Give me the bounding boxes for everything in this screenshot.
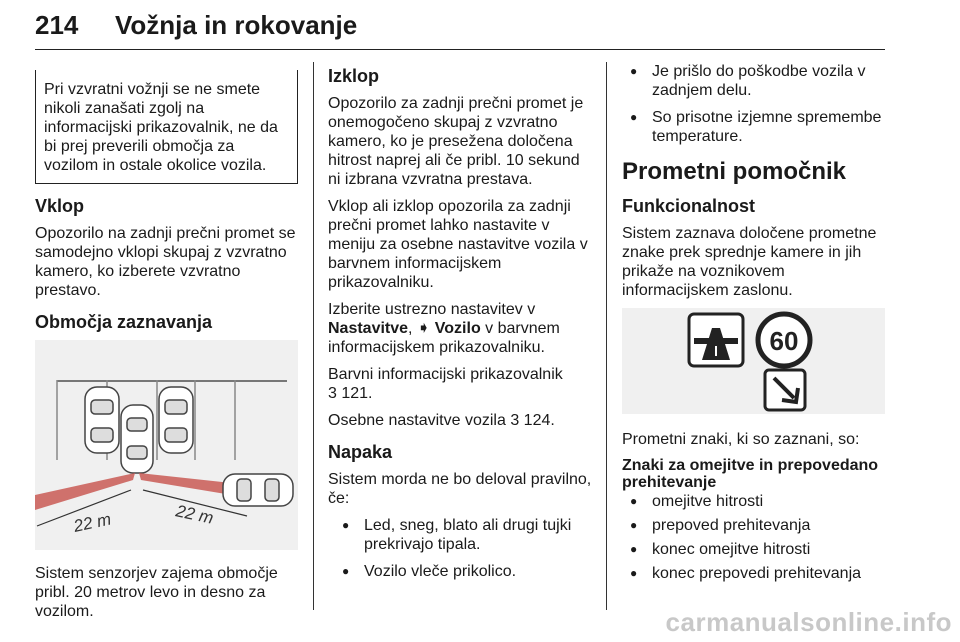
list-item: ● Led, sneg, blato ali drugi tujki prekrivajo tipala.: [328, 516, 593, 554]
watermark: carmanualsonline.info: [665, 607, 952, 637]
napaka-heading: Napaka: [328, 442, 393, 462]
izklop-heading: Izklop: [328, 66, 380, 86]
list-item: ● konec omejitve hitrosti: [622, 540, 885, 559]
izklop-paragraph-3: Izberite ustrezno nastavitev v Nastavitve, ➧ Vozilo v barvnem informacijskem prikazovalniku.: [328, 301, 560, 356]
traffic-signs: [622, 308, 885, 414]
vklop-text: Opozorilo na zadnji prečni promet se samodejno vklopi skupaj z vzvratno kamero, ko izberete vzvratno prestavo.: [35, 225, 296, 299]
nastavitve-label: Nastavitve: [328, 320, 409, 337]
page-header: [35, 10, 885, 50]
damage-list: [622, 62, 885, 146]
izklop-paragraph-5: Osebne nastavitve vozila 3 124.: [328, 412, 555, 429]
arrow-sign-icon: [765, 370, 805, 410]
approaching-car: [223, 474, 293, 506]
zones-heading: Območja zaznavanja: [35, 312, 213, 332]
funkcionalnost-heading: Funkcionalnost: [622, 196, 756, 216]
sensor-text: Sistem senzorjev zajema območje pribl. 20 metrov levo in desno za vozilom.: [35, 565, 278, 620]
izklop-paragraph-1: Opozorilo za zadnji prečni promet je onemogočeno skupaj z vzvratno kamero, ko je presežena določena hitrost naprej ali če pribl. 10 sekund ni izbrana vzvratna prestava.: [328, 95, 584, 188]
right-distance-label: 22 m: [174, 501, 216, 528]
motorway-sign-icon: [689, 314, 743, 366]
reversing-car: [121, 405, 153, 473]
signs-text: Prometni znaki, ki so zaznani, so:: [622, 431, 860, 448]
signs-subheading: Znaki za omejitve in prepovedano prehitevanje: [622, 457, 879, 491]
page-reference: 3 121.: [328, 385, 373, 402]
speed-limit-value: 60: [769, 326, 799, 356]
signs-list: [622, 492, 885, 583]
column-1: [35, 62, 298, 629]
warning-box: Pri vzvratni vožnji se ne smete nikoli zanašati zgolj na informacijski prikazovalnik, ne da bi prej preverili območja za vozilom in ostale okolice vozila.: [35, 70, 298, 184]
napaka-text: Sistem morda ne bo deloval pravilno, če:: [328, 471, 592, 507]
vozilo-label: Vozilo: [434, 320, 481, 337]
izklop-paragraph-4: Barvni informacijski prikazovalnik 3 121.: [328, 366, 563, 402]
column-divider-2: [606, 62, 607, 610]
left-detection-zone: [35, 473, 135, 510]
list-item: ● konec prepovedi prehitevanja: [622, 564, 885, 583]
list-item: ● omejitve hitrosti: [622, 492, 885, 511]
izklop-paragraph-2: Vklop ali izklop opozorila za zadnji prečni promet lahko nastavite v meniju za osebne nastavitve vozila v barvnem informacijskem prikazovalniku.: [328, 198, 588, 291]
list-item: ● Je prišlo do poškodbe vozila v zadnjem delu.: [622, 62, 885, 100]
list-item: ● So prisotne izjemne spremembe temperature.: [622, 108, 885, 146]
detection-zone-figure: [35, 340, 298, 550]
speed-limit-sign-icon: [758, 314, 810, 366]
page-title: Vožnja in rokovanje: [115, 10, 358, 40]
parked-car-left: [85, 387, 119, 453]
list-item: ● Vozilo vleče prikolico.: [328, 562, 593, 581]
column-2: [328, 62, 593, 589]
parking-illustration: [35, 340, 298, 550]
vklop-heading: Vklop: [35, 196, 85, 216]
left-distance-label: 22 m: [71, 509, 113, 536]
list-item: ● prepoved prehitevanja: [622, 516, 885, 535]
parked-car-right: [159, 387, 193, 453]
funkcionalnost-text: Sistem zaznava določene prometne znake prek sprednje kamere in jih prikaže na voznikovem informacijskem zaslonu.: [622, 225, 877, 299]
column-3: [622, 62, 885, 589]
column-divider-1: [313, 62, 314, 610]
traffic-signs-figure: [622, 308, 885, 414]
menu-arrow-icon: ➧: [416, 320, 431, 337]
prometni-pomocnik-heading: Prometni pomočnik: [622, 158, 847, 185]
page-reference: 3 124.: [510, 412, 555, 429]
napaka-list: [328, 516, 593, 581]
page-number: 214: [35, 10, 79, 40]
